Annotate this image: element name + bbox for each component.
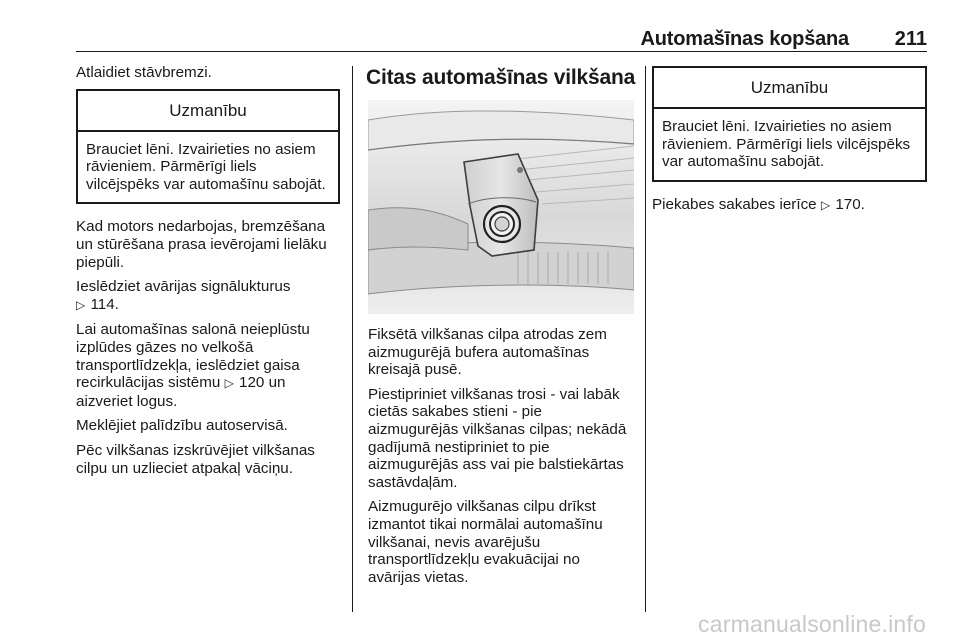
column-divider-right xyxy=(645,66,646,612)
page-ref[interactable]: 114. xyxy=(90,295,119,313)
column-divider-left xyxy=(352,66,353,612)
right-column xyxy=(652,64,927,221)
chapter-title: Automašīnas kopšana xyxy=(640,28,849,50)
page-header xyxy=(76,28,927,50)
towing-eye-paragraph: Pēc vilkšanas izskrūvējiet vilkšanas cilpu un uzlieciet atpakaļ vāciņu. xyxy=(76,441,315,477)
caution-box xyxy=(76,89,340,205)
caution-body: Brauciet lēni. Izvairieties no asiem rāvieniem. Pārmērīgi liels vilcējspēks var automašīnu sabojāt. xyxy=(662,118,911,171)
trailer-hitch-paragraph: Piekabes sakabes ierīce ▷ 170. xyxy=(652,195,865,213)
caution-title: Uzmanību xyxy=(654,68,925,109)
engine-off-paragraph: Kad motors nedarbojas, bremzēšana un stūrēšana prasa ievērojami lielāku piepūli. xyxy=(76,218,327,271)
header-rule xyxy=(76,51,927,52)
middle-column xyxy=(368,64,634,593)
section-heading: Citas automašīnas vilkšana xyxy=(366,66,636,89)
hazard-lights-paragraph: Ieslēdziet avārijas signālukturus ▷ 114. xyxy=(76,278,291,313)
caution-box xyxy=(652,66,927,182)
towing-eye-location-paragraph: Fiksētā vilkšanas cilpa atrodas zem aizmugurējā bufera automašīnas kreisajā pusē. xyxy=(368,326,607,379)
caution-body: Brauciet lēni. Izvairieties no asiem rāvieniem. Pārmērīgi liels vilcējspēks var automašīnu sabojāt. xyxy=(86,140,326,193)
page-ref[interactable]: 170. xyxy=(835,195,865,213)
recirculation-paragraph: Lai automašīnas salonā neieplūstu izplūdes gāzes no velkošā transportlīdzekļa, ieslēdziet gaisa recirkulācijas sistēmu ▷ 120 un aizveriet logus. xyxy=(76,321,310,410)
intro-paragraph: Atlaidiet stāvbremzi. xyxy=(76,64,212,81)
page-number: 211 xyxy=(894,28,927,50)
page-ref[interactable]: 120 un xyxy=(239,374,286,392)
towing-eye-illustration xyxy=(368,100,634,314)
caution-title: Uzmanību xyxy=(78,91,338,132)
left-column xyxy=(76,64,340,484)
page-ref-icon: ▷ xyxy=(820,197,831,212)
watermark: carmanualsonline.info xyxy=(698,611,926,637)
page-ref-icon: ▷ xyxy=(224,376,234,391)
service-paragraph: Meklējiet palīdzību autoservisā. xyxy=(76,417,288,435)
usage-restriction-paragraph: Aizmugurējo vilkšanas cilpu drīkst izmantot tikai normālai automašīnu vilkšanai, nevis avarējušu transportlīdzekļu evakuācijai no avārijas vietas. xyxy=(368,498,603,586)
rope-attachment-paragraph: Piestipriniet vilkšanas trosi - vai labāk cietās sakabes stieni - pie aizmugurējās vilkšanas cilpas; nekādā gadījumā nestipriniet to pie aizmugurējās ass vai pie balstiekārtas sastāvdaļām. xyxy=(368,385,627,491)
page-ref-icon: ▷ xyxy=(76,297,86,312)
